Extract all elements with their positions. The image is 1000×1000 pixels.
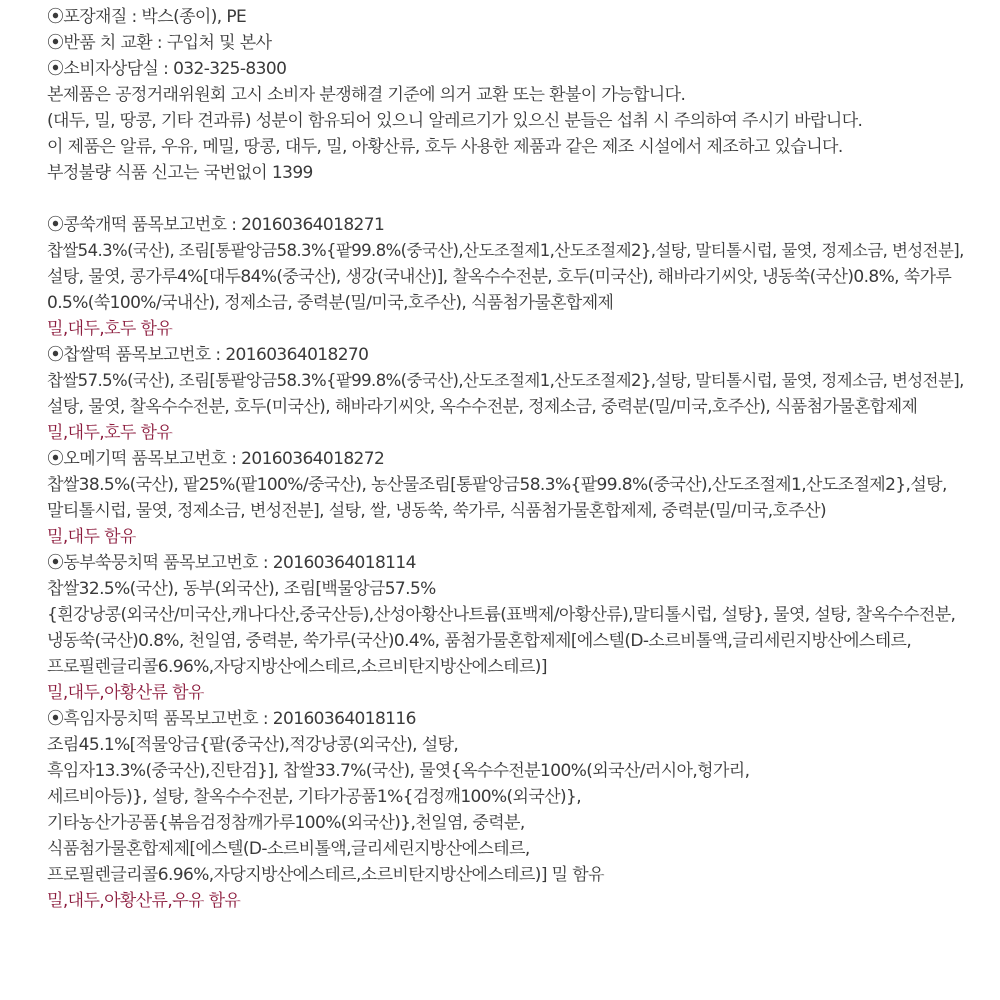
product-section (47, 706, 987, 914)
allergen-notice: 밀,대두,호두 함유 (47, 423, 173, 443)
ingredient-line: 냉동쑥(국산)0.8%, 천일염, 중력분, 쑥가루(국산)0.4%, 품첨가물혼합제제[에스텔(D-소르비톨액,글리세린지방산에스테르, (47, 631, 912, 651)
allergen-notice: 밀,대두 함유 (47, 527, 136, 547)
report-hotline-line: 부정불량 식품 신고는 국번없이 1399 (47, 163, 313, 183)
ingredient-line: 식품첨가물혼합제제[에스텔(D-소르비톨액,글리세린지방산에스테르, (47, 839, 530, 859)
return-exchange-line: ⦿반품 치 교환 : 구입처 및 본사 (47, 33, 272, 53)
product-section (47, 342, 987, 446)
product-section (47, 550, 987, 706)
ingredient-line: 설탕, 물엿, 콩가루4%[대두84%(중국산), 생강(국내산)], 찰옥수수전분, 호두(미국산), 해바라기씨앗, 냉동쑥(국산)0.8%, 쑥가루 (47, 267, 952, 287)
ingredient-line: 흑임자13.3%(중국산),진탄검}], 찹쌀33.7%(국산), 물엿{옥수수전분100%(외국산/러시아,헝가리, (47, 761, 750, 781)
product-title: ⦿흑임자뭉치떡 품목보고번호 : 20160364018116 (47, 709, 416, 729)
ingredient-line: 찹쌀57.5%(국산), 조림[통팥앙금58.3%{팥99.8%(중국산),산도조절제1,산도조절제2},설탕, 말티톨시럽, 물엿, 정제소금, 변성전분], (47, 371, 964, 390)
product-section (47, 446, 987, 550)
allergy-warning-line: (대두, 밀, 땅콩, 기타 견과류) 성분이 함유되어 있으니 알레르기가 있으신 분들은 섭취 시 주의하여 주시기 바랍니다. (47, 111, 863, 131)
allergen-notice: 밀,대두,아황산류,우유 함유 (47, 891, 241, 911)
ingredient-line: 세르비아등)}, 설탕, 찰옥수수전분, 기타가공품1%{검정깨100%(외국산)}, (47, 787, 582, 807)
ingredient-line: 찹쌀54.3%(국산), 조림[통팥앙금58.3%{팥99.8%(중국산),산도조절제1,산도조절제2},설탕, 말티톨시럽, 물엿, 정제소금, 변성전분], (47, 241, 964, 260)
ingredient-line: 말티톨시럽, 물엿, 정제소금, 변성전분], 설탕, 쌀, 냉동쑥, 쑥가루, 식품첨가물혼합제제, 중력분(밀/미국,호주산) (47, 501, 827, 521)
product-section (47, 212, 987, 342)
spacer (47, 186, 987, 212)
facility-notice-line: 이 제품은 알류, 우유, 메밀, 땅콩, 대두, 밀, 아황산류, 호두 사용한 제품과 같은 제조 시설에서 제조하고 있습니다. (47, 137, 843, 157)
ingredient-line: {흰강낭콩(외국산/미국산,캐나다산,중국산등),산성아황산나트륨(표백제/아황산류),말티톨시럽, 설탕}, 물엿, 설탕, 찰옥수수전분, (47, 605, 956, 625)
ingredient-line: 프로필렌글리콜6.96%,자당지방산에스테르,소르비탄지방산에스테르)] (47, 657, 547, 677)
product-info-document (47, 4, 987, 914)
ingredient-line: 찹쌀38.5%(국산), 팥25%(팥100%/중국산), 농산물조림[통팥앙금58.3%{팥99.8%(중국산),산도조절제1,산도조절제2},설탕, (47, 475, 947, 495)
product-title: ⦿콩쑥개떡 품목보고번호 : 20160364018271 (47, 215, 385, 235)
ingredient-line: 프로필렌글리콜6.96%,자당지방산에스테르,소르비탄지방산에스테르)] 밀 함유 (47, 865, 604, 885)
product-title: ⦿오메기떡 품목보고번호 : 20160364018272 (47, 449, 385, 469)
ingredient-line: 0.5%(쑥100%/국내산), 정제소금, 중력분(밀/미국,호주산), 식품첨가물혼합제제 (47, 293, 614, 313)
ingredient-line: 찹쌀32.5%(국산), 동부(외국산), 조림[백물앙금57.5% (47, 579, 436, 599)
ingredient-line: 기타농산가공품{볶음검정참깨가루100%(외국산)},천일염, 중력분, (47, 813, 525, 833)
consumer-center-line: ⦿소비자상담실 : 032-325-8300 (47, 59, 287, 79)
ingredient-line: 조림45.1%[적물앙금{팥(중국산),적강낭콩(외국산), 설탕, (47, 735, 459, 755)
refund-policy-line: 본제품은 공정거래위원회 고시 소비자 분쟁해결 기준에 의거 교환 또는 환불이 가능합니다. (47, 85, 686, 105)
product-title: ⦿찹쌀떡 품목보고번호 : 20160364018270 (47, 345, 369, 365)
product-title: ⦿동부쑥뭉치떡 품목보고번호 : 20160364018114 (47, 553, 416, 573)
allergen-notice: 밀,대두,아황산류 함유 (47, 683, 204, 703)
allergen-notice: 밀,대두,호두 함유 (47, 319, 173, 339)
packaging-material-line: ⦿포장재질 : 박스(종이), PE (47, 7, 247, 27)
ingredient-line: 설탕, 물엿, 찰옥수수전분, 호두(미국산), 해바라기씨앗, 옥수수전분, 정제소금, 중력분(밀/미국,호주산), 식품첨가물혼합제제 (47, 397, 918, 417)
